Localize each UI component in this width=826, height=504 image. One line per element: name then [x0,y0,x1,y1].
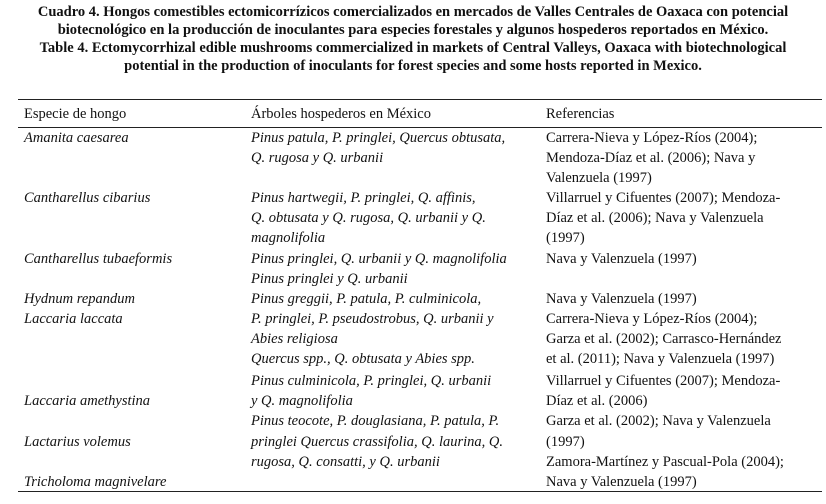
header-hosts: Árboles hospederos en México [251,106,431,122]
reference-line: Garza et al. (2002); Nava y Valenzuela [546,413,771,429]
host-line: P. pringlei, P. pseudostrobus, Q. urbanii y [251,311,494,327]
reference-line: Nava y Valenzuela (1997) [546,251,697,267]
reference-line: (1997) [546,434,585,450]
host-line: pringlei Quercus crassifolia, Q. laurina, Q. [251,434,504,450]
caption-es-line1: Cuadro 4. Hongos comestibles ectomicorrízicos comercializados en mercados de Valles Centrales de Oaxaca con potencial [37,4,789,20]
reference-line: Carrera-Nieva y López-Ríos (2004); [546,130,758,146]
caption-es-line2: biotecnológico en la producción de inoculantes para especies forestales y algunos hospederos reportados en México. [57,22,769,38]
reference-line: Villarruel y Cifuentes (2007); Mendoza- [546,190,781,206]
host-line: Pinus teocote, P. douglasiana, P. patula, P. [251,413,500,429]
host-line: Pinus hartwegii, P. pringlei, Q. affinis, [251,190,476,206]
species-cell: Cantharellus cibarius [24,190,151,206]
reference-line: Mendoza-Díaz et al. (2006); Nava y [546,150,756,166]
species-cell: Tricholoma magnivelare [24,474,167,490]
host-line: Pinus patula, P. pringlei, Quercus obtusata, [251,130,506,146]
host-line: y Q. magnolifolia [251,393,353,409]
top-rule [18,99,822,100]
reference-line: Garza et al. (2002); Carrasco-Hernández [546,331,782,347]
host-line: Q. rugosa y Q. urbanii [251,150,384,166]
reference-line: Díaz et al. (2006); Nava y Valenzuela [546,210,764,226]
host-line: Pinus greggii, P. patula, P. culminicola, [251,291,482,307]
host-line: Pinus pringlei, Q. urbanii y Q. magnolifolia [251,251,507,267]
species-cell: Laccaria laccata [24,311,123,327]
header-references: Referencias [546,106,615,122]
reference-line: Díaz et al. (2006) [546,393,648,409]
caption-en-line2: potential in the production of inoculants for forest species and some hosts reported in Mexico. [124,58,702,74]
species-cell: Lactarius volemus [24,434,131,450]
reference-line: (1997) [546,230,585,246]
host-line: Pinus pringlei y Q. urbanii [251,271,408,287]
header-species: Especie de hongo [24,106,127,122]
reference-line: Zamora-Martínez y Pascual-Pola (2004); [546,454,784,470]
species-cell: Hydnum repandum [24,291,136,307]
species-cell: Cantharellus tubaeformis [24,251,173,267]
reference-line: et al. (2011); Nava y Valenzuela (1997) [546,351,775,367]
reference-line: Villarruel y Cifuentes (2007); Mendoza- [546,373,781,389]
caption-en-line1: Table 4. Ectomycorrhizal edible mushrooms commercialized in markets of Central Valleys, Oaxaca with biotechnological [39,40,787,56]
host-line: Abies religiosa [251,331,338,347]
host-line: rugosa, Q. consatti, y Q. urbanii [251,454,440,470]
host-line: Pinus culminicola, P. pringlei, Q. urbanii [251,373,492,389]
host-line: Quercus spp., Q. obtusata y Abies spp. [251,351,475,367]
species-cell: Laccaria amethystina [24,393,151,409]
host-line: Q. obtusata y Q. rugosa, Q. urbanii y Q. [251,210,486,226]
reference-line: Carrera-Nieva y López-Ríos (2004); [546,311,758,327]
reference-line: Valenzuela (1997) [546,170,652,186]
species-cell: Amanita caesarea [24,130,129,146]
host-line: magnolifolia [251,230,326,246]
reference-line: Nava y Valenzuela (1997) [546,291,697,307]
reference-line: Nava y Valenzuela (1997) [546,474,697,490]
